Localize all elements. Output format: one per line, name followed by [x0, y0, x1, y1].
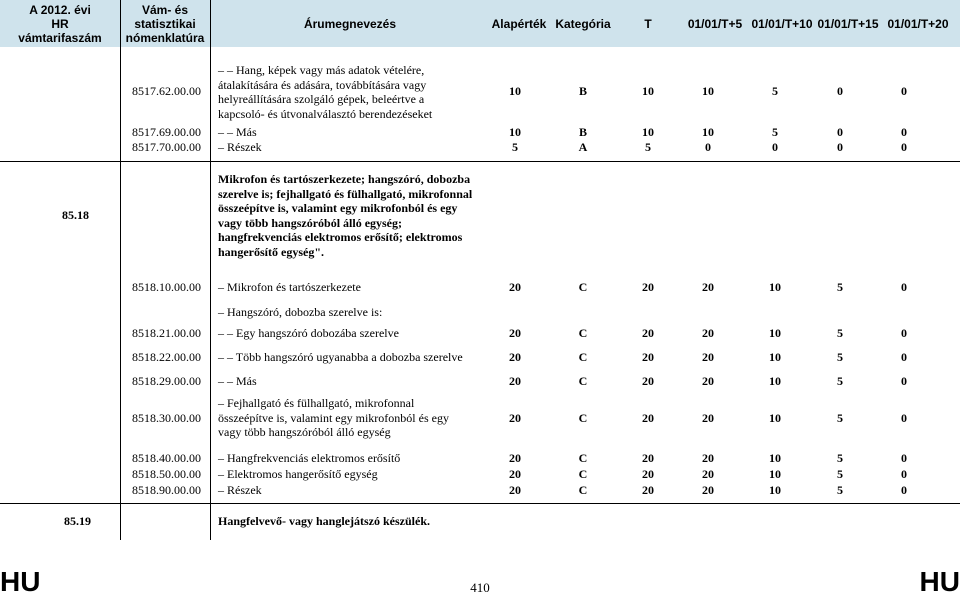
- cell-t20: 0: [901, 326, 907, 340]
- header-hr-code: A 2012. évi HR vámtarifaszám: [18, 2, 102, 45]
- cell-t20: 0: [901, 483, 907, 497]
- row-code: 8517.62.00.00: [132, 84, 201, 98]
- header-base-rate: Alapérték: [491, 16, 547, 31]
- cell-t10: 10: [769, 326, 781, 340]
- column-divider: [210, 0, 211, 540]
- cell-t5: 20: [702, 451, 714, 465]
- page-number: 410: [470, 580, 490, 595]
- row-divider: [0, 503, 960, 504]
- heading-number: 85.18: [62, 208, 89, 222]
- header-description: Árumegnevezés: [303, 16, 397, 31]
- cell-category: C: [578, 374, 588, 388]
- cell-t: 5: [645, 140, 651, 154]
- cell-base: 20: [509, 280, 521, 294]
- row-code: 8518.90.00.00: [132, 483, 201, 497]
- footer-country-right: HU: [919, 566, 960, 597]
- cell-t: 10: [642, 84, 654, 98]
- cell-t5: 20: [702, 350, 714, 364]
- cell-t10: 10: [769, 451, 781, 465]
- cell-t: 20: [642, 411, 654, 425]
- row-description: – – Más: [218, 374, 257, 388]
- row-divider: [0, 161, 960, 162]
- cell-category: C: [578, 483, 588, 497]
- column-divider: [120, 0, 121, 540]
- row-code: 8518.22.00.00: [132, 350, 201, 364]
- cell-t15: 5: [837, 411, 843, 425]
- row-description: – Részek: [218, 140, 262, 154]
- header-nomenclature: Vám- és statisztikai nómenklatúra: [125, 2, 205, 45]
- header-t15: 01/01/T+15: [817, 16, 879, 31]
- row-description: – Részek: [218, 483, 262, 497]
- cell-t15: 5: [837, 350, 843, 364]
- cell-base: 20: [509, 326, 521, 340]
- cell-category: C: [578, 280, 588, 294]
- cell-base: 10: [509, 125, 521, 139]
- cell-t5: 20: [702, 280, 714, 294]
- cell-t20: 0: [901, 140, 907, 154]
- cell-t15: 5: [837, 483, 843, 497]
- cell-t10: 5: [772, 125, 778, 139]
- cell-category: C: [578, 411, 588, 425]
- cell-base: 20: [509, 350, 521, 364]
- cell-t10: 10: [769, 467, 781, 481]
- cell-base: 10: [509, 84, 521, 98]
- subheading-description: – Hangszóró, dobozba szerelve is:: [218, 305, 383, 319]
- row-description: – – Hang, képek vagy más adatok vételére, átalakítására és adására, továbbítására vagy helyreállítására szolgáló gépek, beleértve a kapcsoló- és útvonalválasztó berendezéseket: [218, 63, 433, 121]
- cell-t10: 10: [769, 411, 781, 425]
- row-description: – – Más: [218, 125, 257, 139]
- header-category: Kategória: [555, 16, 611, 31]
- cell-category: C: [578, 451, 588, 465]
- cell-t15: 0: [837, 84, 843, 98]
- cell-t5: 10: [702, 84, 714, 98]
- cell-t10: 10: [769, 483, 781, 497]
- row-code: 8518.21.00.00: [132, 326, 201, 340]
- row-code: 8517.70.00.00: [132, 140, 201, 154]
- heading-description: Mikrofon és tartószerkezete; hangszóró, dobozba szerelve is; fejhallgató és fülhallgató, mikrofonnal összeépítve is, valamint egy mikrofonból és egy vagy több hangszóróból álló egység; hangfrekvenciás elektromos erősítő; elektromos hangerősítő egység".: [218, 172, 473, 259]
- header-t10: 01/01/T+10: [751, 16, 813, 31]
- row-code: 8518.40.00.00: [132, 451, 201, 465]
- cell-t20: 0: [901, 411, 907, 425]
- row-code: 8518.50.00.00: [132, 467, 201, 481]
- cell-t20: 0: [901, 451, 907, 465]
- footer-country-left: HU: [0, 566, 41, 597]
- heading-number: 85.19: [64, 514, 91, 528]
- cell-category: B: [578, 125, 587, 139]
- row-code: 8518.29.00.00: [132, 374, 201, 388]
- cell-t5: 20: [702, 326, 714, 340]
- cell-t5: 20: [702, 467, 714, 481]
- row-code: 8517.69.00.00: [132, 125, 201, 139]
- cell-t15: 5: [837, 326, 843, 340]
- cell-base: 20: [509, 467, 521, 481]
- row-description: – Hangfrekvenciás elektromos erősítő: [218, 451, 401, 465]
- cell-t10: 10: [769, 350, 781, 364]
- cell-t20: 0: [901, 125, 907, 139]
- cell-t: 20: [642, 451, 654, 465]
- cell-t20: 0: [901, 374, 907, 388]
- cell-t10: 0: [772, 140, 778, 154]
- cell-base: 20: [509, 411, 521, 425]
- cell-t20: 0: [901, 467, 907, 481]
- header-t: T: [644, 16, 652, 31]
- cell-t: 20: [642, 374, 654, 388]
- cell-t15: 5: [837, 374, 843, 388]
- header-t20: 01/01/T+20: [887, 16, 949, 31]
- cell-base: 20: [509, 483, 521, 497]
- cell-t: 20: [642, 467, 654, 481]
- cell-t20: 0: [901, 350, 907, 364]
- cell-t: 20: [642, 483, 654, 497]
- cell-t15: 0: [837, 125, 843, 139]
- cell-t10: 5: [772, 84, 778, 98]
- cell-t5: 20: [702, 411, 714, 425]
- cell-t: 10: [642, 125, 654, 139]
- cell-t5: 0: [705, 140, 711, 154]
- cell-base: 5: [512, 140, 518, 154]
- cell-t10: 10: [769, 280, 781, 294]
- heading-description: Hangfelvevő- vagy hanglejátszó készülék.: [218, 514, 430, 528]
- cell-category: A: [578, 140, 588, 154]
- cell-category: C: [578, 326, 588, 340]
- row-description: – Elektromos hangerősítő egység: [218, 467, 378, 481]
- cell-t: 20: [642, 326, 654, 340]
- row-description: – – Egy hangszóró dobozába szerelve: [218, 326, 399, 340]
- cell-t5: 10: [702, 125, 714, 139]
- cell-t15: 5: [837, 451, 843, 465]
- header-t5: 01/01/T+5: [687, 16, 743, 31]
- cell-t5: 20: [702, 483, 714, 497]
- row-code: 8518.30.00.00: [132, 411, 201, 425]
- cell-t20: 0: [901, 280, 907, 294]
- cell-t10: 10: [769, 374, 781, 388]
- cell-base: 20: [509, 374, 521, 388]
- row-description: – – Több hangszóró ugyanabba a dobozba szerelve: [218, 350, 463, 364]
- row-code: 8518.10.00.00: [132, 280, 201, 294]
- cell-t: 20: [642, 280, 654, 294]
- row-description: – Mikrofon és tartószerkezete: [218, 280, 361, 294]
- cell-t15: 0: [837, 140, 843, 154]
- cell-base: 20: [509, 451, 521, 465]
- row-description: – Fejhallgató és fülhallgató, mikrofonnal összeépítve is, valamint egy mikrofonból és egy vagy több hangszóróból álló egység: [218, 396, 449, 439]
- cell-category: C: [578, 350, 588, 364]
- cell-t20: 0: [901, 84, 907, 98]
- cell-t: 20: [642, 350, 654, 364]
- cell-t15: 5: [837, 467, 843, 481]
- cell-category: B: [578, 84, 587, 98]
- table-header: [0, 0, 960, 47]
- cell-t15: 5: [837, 280, 843, 294]
- cell-category: C: [578, 467, 588, 481]
- cell-t5: 20: [702, 374, 714, 388]
